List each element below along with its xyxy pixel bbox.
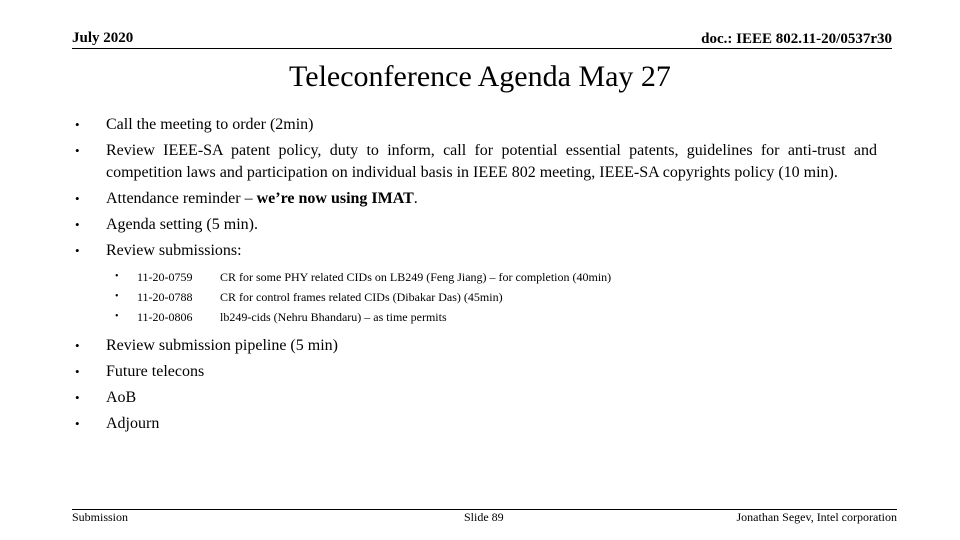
submission-item [115,287,877,307]
submission-title: CR for control frames related CIDs (Dibakar Das) (45min) [220,290,503,304]
footer-slide-number: Slide 89 [464,510,504,524]
bullet: • [115,311,119,322]
agenda-list [75,114,877,439]
agenda-item [75,188,877,210]
attendance-period: . [413,190,418,207]
submission-number: 11-20-0806 [137,310,193,324]
slide-title: Teleconference Agenda May 27 [289,60,671,93]
imat-emphasis: we’re now using IMAT [256,190,414,207]
agenda-item-text: Review submission pipeline (5 min) [106,337,338,354]
agenda-item [75,413,877,435]
agenda-item-text: AoB [106,389,137,406]
agenda-item-text: Agenda setting (5 min). [106,216,258,233]
agenda-item [75,114,877,136]
bullet: • [75,217,80,232]
attendance-text: Attendance reminder – [106,190,257,207]
bullet: • [75,243,80,258]
bullet: • [75,416,80,431]
agenda-item [75,335,877,357]
submission-number: 11-20-0759 [137,270,193,284]
footer-submission: Submission [72,510,129,524]
header-doc-id: doc.: IEEE 802.11-20/0537r30 [701,31,892,47]
header-divider [72,48,892,49]
agenda-item-text: Review IEEE-SA patent policy, duty to inform, call for potential essential patents, guidelines for anti-trust and competition laws and participation on individual basis in IEEE 802 meeting, IEEE-SA copyrights policy (10 min). [106,142,877,181]
agenda-item [75,387,877,409]
agenda-item-text: Call the meeting to order (2min) [106,116,314,133]
submission-number: 11-20-0788 [137,290,193,304]
bullet: • [75,338,80,353]
bullet: • [75,117,80,132]
bullet: • [115,291,119,302]
bullet: • [115,271,119,282]
bullet: • [75,191,80,206]
agenda-item-text: Review submissions: [106,242,242,259]
header-date: July 2020 [72,30,134,46]
submission-item [115,267,877,287]
agenda-item [75,140,877,184]
submission-list [115,267,877,327]
agenda-item-text: Future telecons [106,363,205,380]
submission-title: lb249-cids (Nehru Bhandaru) – as time permits [220,310,447,324]
agenda-item [75,214,877,236]
agenda-item [75,361,877,383]
bullet: • [75,390,80,405]
bullet: • [75,364,80,379]
footer-author: Jonathan Segev, Intel corporation [736,510,897,524]
agenda-item-text: Adjourn [106,415,160,432]
submission-title: CR for some PHY related CIDs on LB249 (Feng Jiang) – for completion (40min) [220,270,612,284]
agenda-item-text [106,188,877,210]
bullet: • [75,143,80,158]
agenda-item [75,240,877,262]
submission-item [115,307,877,327]
